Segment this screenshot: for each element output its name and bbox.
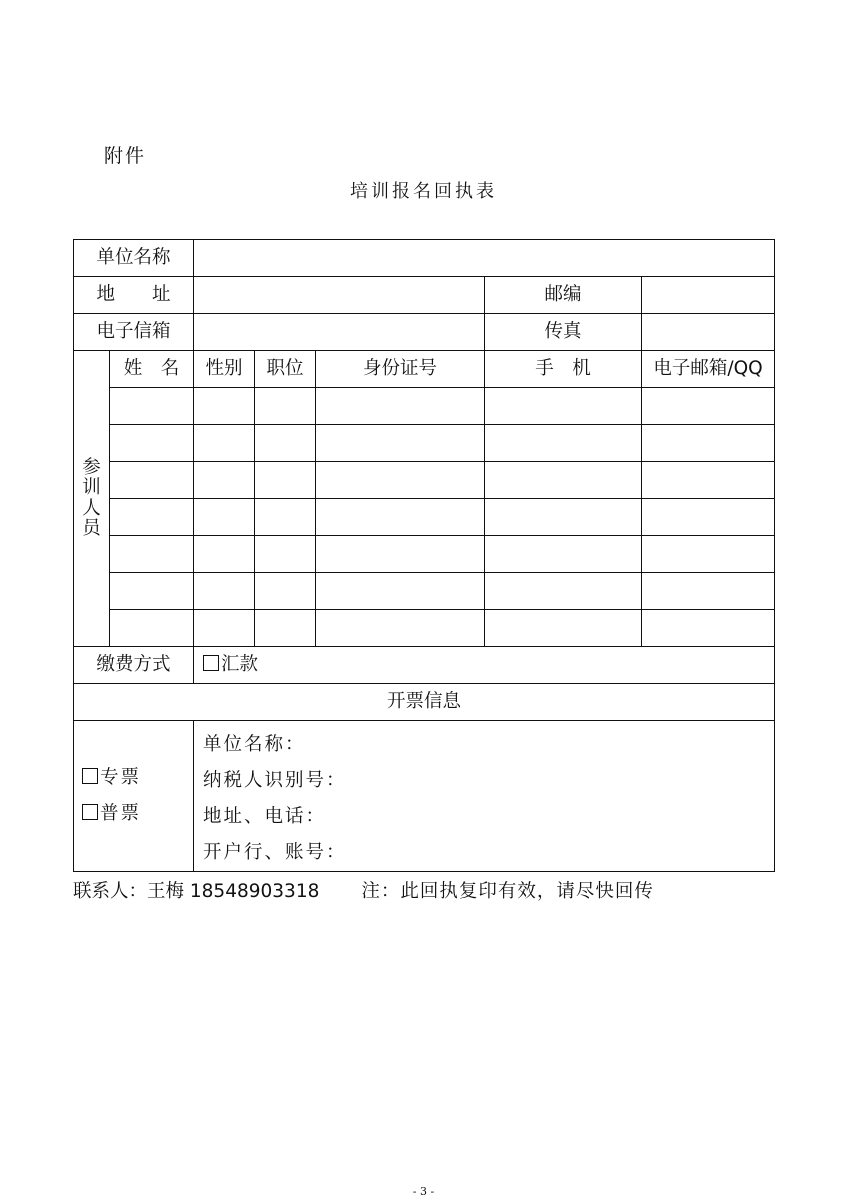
- address-label: 地 址: [74, 277, 194, 314]
- participant-gender-cell[interactable]: [194, 536, 255, 573]
- participant-email-cell[interactable]: [642, 425, 775, 462]
- participant-id-cell[interactable]: [316, 573, 485, 610]
- participant-email-cell[interactable]: [642, 573, 775, 610]
- header-id-number: 身份证号: [316, 351, 485, 388]
- participant-row: [74, 499, 775, 536]
- participant-position-cell[interactable]: [255, 462, 316, 499]
- remittance-checkbox[interactable]: [203, 655, 219, 671]
- special-invoice-checkbox[interactable]: [82, 768, 98, 784]
- header-name: 姓 名: [110, 351, 194, 388]
- participant-id-cell[interactable]: [316, 499, 485, 536]
- participants-header-row: [74, 351, 775, 388]
- participant-name-cell[interactable]: [110, 462, 194, 499]
- participant-gender-cell[interactable]: [194, 462, 255, 499]
- header-gender: 性别: [194, 351, 255, 388]
- participant-name-cell[interactable]: [110, 425, 194, 462]
- side-label-char: 人: [82, 497, 101, 519]
- participant-row: [74, 610, 775, 647]
- side-label-char: 训: [82, 477, 101, 499]
- participant-gender-cell[interactable]: [194, 573, 255, 610]
- participant-mobile-cell[interactable]: [485, 425, 642, 462]
- invoice-header: 开票信息: [74, 684, 775, 721]
- participant-id-cell[interactable]: [316, 425, 485, 462]
- participant-gender-cell[interactable]: [194, 610, 255, 647]
- participant-mobile-cell[interactable]: [485, 388, 642, 425]
- row-invoice-details: [74, 721, 775, 872]
- footer: [73, 877, 654, 903]
- participant-position-cell[interactable]: [255, 425, 316, 462]
- fax-field[interactable]: [642, 314, 775, 351]
- normal-invoice-checkbox[interactable]: [82, 804, 98, 820]
- special-invoice-label: 专票: [100, 767, 142, 788]
- participant-gender-cell[interactable]: [194, 388, 255, 425]
- payment-options: [194, 647, 775, 684]
- footer-note: 注：此回执复印有效，请尽快回传: [361, 881, 654, 902]
- row-invoice-header: [74, 684, 775, 721]
- participant-gender-cell[interactable]: [194, 425, 255, 462]
- registration-form-table: [73, 239, 775, 872]
- row-unit-name: [74, 240, 775, 277]
- participant-position-cell[interactable]: [255, 388, 316, 425]
- participant-position-cell[interactable]: [255, 610, 316, 647]
- normal-invoice-label: 普票: [100, 803, 142, 824]
- side-label-char: 参: [82, 456, 101, 478]
- header-mobile: 手 机: [485, 351, 642, 388]
- invoice-address-phone-field[interactable]: 地址、电话：: [203, 806, 327, 827]
- participant-position-cell[interactable]: [255, 536, 316, 573]
- participant-id-cell[interactable]: [316, 462, 485, 499]
- header-position: 职位: [255, 351, 316, 388]
- row-address: [74, 277, 775, 314]
- participant-email-cell[interactable]: [642, 462, 775, 499]
- participant-row: [74, 573, 775, 610]
- email-field[interactable]: [194, 314, 485, 351]
- side-label-char: 员: [82, 517, 101, 539]
- attachment-label: 附件: [104, 145, 147, 167]
- participant-id-cell[interactable]: [316, 388, 485, 425]
- address-field[interactable]: [194, 277, 485, 314]
- participant-name-cell[interactable]: [110, 536, 194, 573]
- participant-row: [74, 388, 775, 425]
- postcode-label: 邮编: [485, 277, 642, 314]
- participant-gender-cell[interactable]: [194, 499, 255, 536]
- participant-mobile-cell[interactable]: [485, 573, 642, 610]
- participant-mobile-cell[interactable]: [485, 462, 642, 499]
- row-email: [74, 314, 775, 351]
- participant-name-cell[interactable]: [110, 573, 194, 610]
- remittance-label: 汇款: [221, 653, 259, 675]
- row-payment: [74, 647, 775, 684]
- email-label: 电子信箱: [74, 314, 194, 351]
- participant-mobile-cell[interactable]: [485, 499, 642, 536]
- participant-mobile-cell[interactable]: [485, 536, 642, 573]
- participant-email-cell[interactable]: [642, 499, 775, 536]
- contact-info: 联系人：王梅 18548903318: [73, 881, 320, 902]
- participant-id-cell[interactable]: [316, 610, 485, 647]
- postcode-field[interactable]: [642, 277, 775, 314]
- participant-position-cell[interactable]: [255, 573, 316, 610]
- unit-name-field[interactable]: [194, 240, 775, 277]
- participant-email-cell[interactable]: [642, 388, 775, 425]
- payment-label: 缴费方式: [74, 647, 194, 684]
- unit-name-label: 单位名称: [74, 240, 194, 277]
- invoice-tax-id-field[interactable]: 纳税人识别号：: [203, 770, 347, 791]
- invoice-type-options: [74, 721, 194, 872]
- page-number: - 3 -: [412, 1185, 435, 1198]
- invoice-fields: [194, 721, 775, 872]
- form-title: 培训报名回执表: [350, 181, 497, 202]
- participant-id-cell[interactable]: [316, 536, 485, 573]
- participant-position-cell[interactable]: [255, 499, 316, 536]
- participant-email-cell[interactable]: [642, 536, 775, 573]
- fax-label: 传真: [485, 314, 642, 351]
- participant-name-cell[interactable]: [110, 610, 194, 647]
- participant-row: [74, 536, 775, 573]
- participant-row: [74, 425, 775, 462]
- participant-name-cell[interactable]: [110, 499, 194, 536]
- participant-email-cell[interactable]: [642, 610, 775, 647]
- invoice-unit-name-field[interactable]: 单位名称：: [203, 734, 306, 755]
- participants-side-label: [74, 351, 110, 647]
- participant-name-cell[interactable]: [110, 388, 194, 425]
- participant-row: [74, 462, 775, 499]
- invoice-bank-account-field[interactable]: 开户行、账号：: [203, 842, 347, 863]
- header-email-qq: 电子邮箱/QQ: [642, 351, 775, 388]
- participant-mobile-cell[interactable]: [485, 610, 642, 647]
